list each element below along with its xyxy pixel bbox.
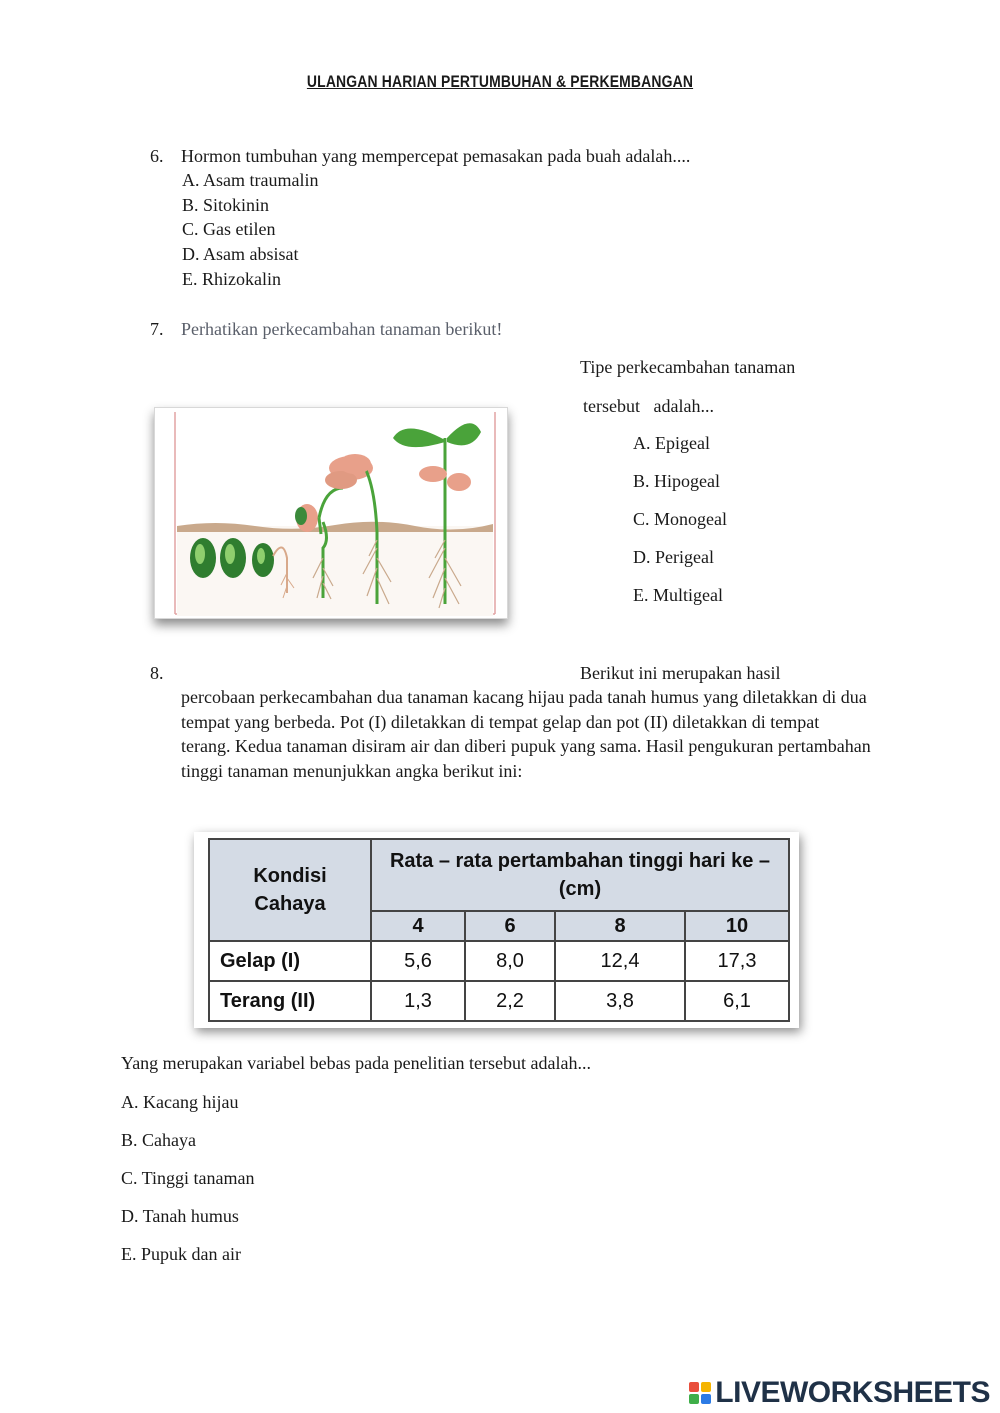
table-row [209, 941, 789, 981]
span-header-line-1: Rata – rata pertambahan tinggi hari ke – [389, 850, 771, 872]
liveworksheets-logo-text: LIVEWORKSHEETS [715, 1376, 990, 1409]
table-cell: 6,1 [685, 981, 789, 1021]
row-label-gelap: Gelap (I) [209, 941, 371, 981]
table-cell: 3,8 [555, 981, 685, 1021]
table-cell: 17,3 [685, 941, 789, 981]
q8-paragraph: percobaan perkecambahan dua tanaman kacang hijau pada tanah humus yang diletakkan di dua tempat yang berbeda. Pot (I) diletakkan di tempat gelap dan pot (II) diletakkan di tempat terang. Kedua tanaman disiram air dan diberi pupuk yang sama. Hasil pengukuran pertambahan tinggi tanaman menunjukkan angka berikut ini: [181, 687, 871, 781]
q8-option-e[interactable]: E. Pupuk dan air [121, 1244, 241, 1264]
corner-header [209, 839, 371, 941]
q8-first-line: Berikut ini merupakan hasil [580, 663, 781, 683]
q7-number: 7. [150, 319, 164, 339]
q7-option-e[interactable]: E. Multigeal [633, 585, 723, 605]
growth-table [208, 838, 790, 1022]
q6-number: 6. [150, 146, 164, 166]
q6-text: Hormon tumbuhan yang mempercepat pemasakan pada buah adalah.... [181, 146, 691, 166]
q8-option-d[interactable]: D. Tanah humus [121, 1206, 239, 1226]
q7-side-line-2: tersebut adalah... [583, 396, 714, 416]
q7-option-a[interactable]: A. Epigeal [633, 433, 710, 453]
table-cell: 1,3 [371, 981, 465, 1021]
table-cell: 8,0 [465, 941, 555, 981]
worksheet-title: ULANGAN HARIAN PERTUMBUHAN & PERKEMBANGAN [306, 72, 694, 91]
corner-header-line-1: Kondisi [253, 865, 327, 887]
corner-header-line-2: Cahaya [254, 893, 326, 915]
q7-option-c[interactable]: C. Monogeal [633, 509, 727, 529]
seed-stage-1 [190, 538, 216, 578]
row-label-terang: Terang (II) [209, 981, 371, 1021]
liveworksheets-logo-icon [689, 1382, 711, 1404]
q7-option-b[interactable]: B. Hipogeal [633, 471, 720, 491]
q6-option-a[interactable]: A. Asam traumalin [182, 170, 319, 190]
growth-table-image [194, 832, 799, 1028]
q8-question: Yang merupakan variabel bebas pada penelitian tersebut adalah... [121, 1053, 591, 1073]
q6-option-d[interactable]: D. Asam absisat [182, 244, 299, 264]
q7-side-line-1: Tipe perkecambahan tanaman [580, 357, 796, 377]
table-cell: 5,6 [371, 941, 465, 981]
table-row [209, 981, 789, 1021]
day-header-8: 8 [555, 911, 685, 941]
day-header-6: 6 [465, 911, 555, 941]
q6-option-e[interactable]: E. Rhizokalin [182, 269, 281, 289]
day-header-4: 4 [371, 911, 465, 941]
q7-text: Perhatikan perkecambahan tanaman berikut! [181, 319, 503, 339]
span-header-line-2: (cm) [558, 878, 602, 900]
germination-picture [154, 407, 508, 619]
liveworksheets-logo[interactable] [689, 1376, 990, 1410]
day-header-10: 10 [685, 911, 789, 941]
seed-stage-2 [220, 538, 246, 578]
q8-number: 8. [150, 663, 164, 683]
q7-option-d[interactable]: D. Perigeal [633, 547, 714, 567]
germination-illustration [155, 408, 507, 618]
table-cell: 12,4 [555, 941, 685, 981]
q8-option-c[interactable]: C. Tinggi tanaman [121, 1168, 255, 1188]
q6-option-b[interactable]: B. Sitokinin [182, 195, 270, 215]
span-header [371, 839, 789, 911]
table-cell: 2,2 [465, 981, 555, 1021]
q8-option-b[interactable]: B. Cahaya [121, 1130, 196, 1150]
q8-option-a[interactable]: A. Kacang hijau [121, 1092, 239, 1112]
q6-option-c[interactable]: C. Gas etilen [182, 219, 276, 239]
